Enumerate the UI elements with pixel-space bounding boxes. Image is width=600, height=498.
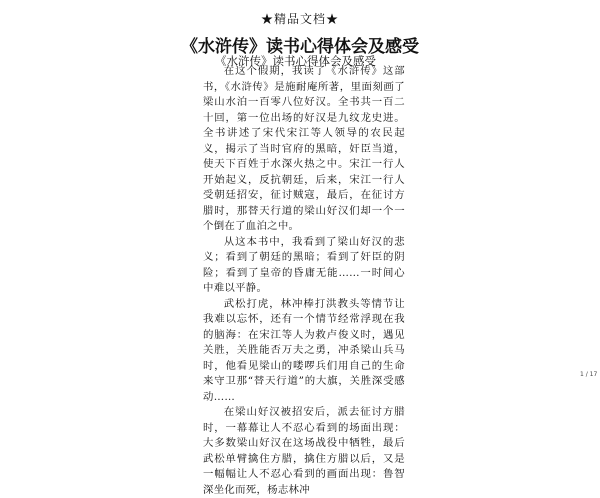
page-number: 1 / 17 (580, 371, 598, 378)
paragraph: 在梁山好汉被招安后，派去征讨方腊时，一幕幕让人不忍心看到的场面出现：大多数梁山好汉在这场战役中牺牲，最后武松单臂擒住方腊，擒住方腊以后，又是一幅幅让人不忍心看到的画面出现：鲁智深坐化而死，杨志林冲 (203, 406, 405, 496)
paragraph: 在这个假期，我读了《水浒传》这部书，《水浒传》是施耐庵所著，里面刻画了梁山水泊一百零八位好汉。全书共一百二十回，第一位出场的好汉是九纹龙史进。全书讲述了宋代宋江等人领导的农民起义，揭示了当时官府的黑暗，奸臣当道，使天下百姓于水深火热之中。宋江一行人开始起义，反抗朝廷，后来，宋江一行人受朝廷招安，征讨贼寇，最后，在征讨方腊时，那替天行道的梁山好汉们却一个一个倒在了血泊之中。 (203, 65, 405, 232)
document-title: 《水浒传》读书心得体会及感受 (181, 37, 419, 57)
document-body (203, 64, 405, 498)
paragraph: 从这本书中，我看到了梁山好汉的悲义；看到了朝廷的黑暗；看到了奸臣的阴险；看到了皇帝的昏庸无能……一时间心中难以平静。 (203, 235, 405, 294)
document-subtitle: 《水浒传》读书心得体会及感受 (215, 54, 376, 68)
paragraph: 武松打虎，林冲棒打洪教头等情节让我难以忘怀，还有一个情节经常浮现在我的脑海：在宋江等人为救卢俊义时，遇见关胜，关胜能否万夫之勇，冲杀梁山兵马时，他看见梁山的喽啰兵们用自己的生命来守卫那“替天行道”的大旗，关胜深受感动…… (203, 297, 405, 403)
page-header: ★精品文档★ (260, 12, 339, 26)
